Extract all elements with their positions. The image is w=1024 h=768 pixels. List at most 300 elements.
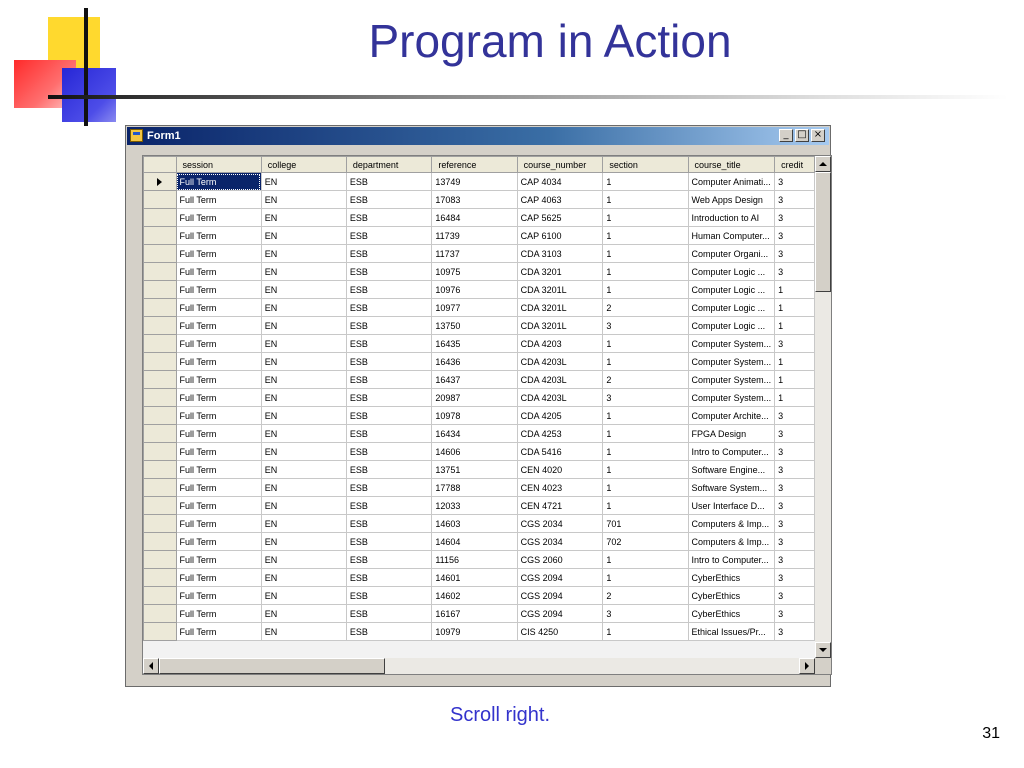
row-header-cell[interactable] (144, 443, 177, 461)
cell-course-number[interactable]: CGS 2094 (517, 587, 603, 605)
cell-course-title[interactable]: Computer Organi... (688, 245, 775, 263)
row-header-cell[interactable] (144, 173, 177, 191)
window-controls (779, 129, 825, 142)
cell-course-title[interactable]: Computer Logic ... (688, 299, 775, 317)
cell-reference[interactable]: 20987 (432, 389, 517, 407)
row-header-cell[interactable] (144, 353, 177, 371)
column-header-college[interactable]: college (261, 157, 346, 173)
decorative-vertical-line (84, 8, 88, 126)
cell-course-number[interactable]: CDA 4203L (517, 353, 603, 371)
cell-course-number[interactable]: CGS 2034 (517, 533, 603, 551)
cell-credit[interactable]: 1 (775, 317, 815, 335)
cell-course-number[interactable]: CAP 6100 (517, 227, 603, 245)
table-row[interactable] (144, 209, 815, 227)
cell-college[interactable]: EN (261, 317, 346, 335)
cell-course-title[interactable]: Computer System... (688, 353, 775, 371)
cell-session[interactable]: Full Term (176, 371, 261, 389)
cell-course-number[interactable]: CEN 4721 (517, 497, 603, 515)
cell-session[interactable]: Full Term (176, 443, 261, 461)
row-header-cell[interactable] (144, 209, 177, 227)
scroll-up-button[interactable] (815, 156, 831, 172)
cell-department[interactable]: ESB (346, 623, 431, 641)
close-button[interactable]: × (811, 129, 825, 142)
cell-college[interactable]: EN (261, 425, 346, 443)
cell-course-title[interactable]: Computers & Imp... (688, 533, 775, 551)
table-row[interactable] (144, 479, 815, 497)
slide-page-number: 31 (982, 725, 1000, 742)
cell-college[interactable]: EN (261, 209, 346, 227)
row-header-cell[interactable] (144, 227, 177, 245)
table-row[interactable] (144, 263, 815, 281)
row-header-cell[interactable] (144, 587, 177, 605)
cell-section[interactable]: 1 (603, 173, 688, 191)
cell-course-number[interactable]: CDA 3201L (517, 281, 603, 299)
cell-reference[interactable]: 10977 (432, 299, 517, 317)
cell-session[interactable]: Full Term (176, 623, 261, 641)
cell-college[interactable]: EN (261, 389, 346, 407)
cell-college[interactable]: EN (261, 569, 346, 587)
cell-section[interactable]: 701 (603, 515, 688, 533)
cell-section[interactable]: 1 (603, 245, 688, 263)
cell-course-title[interactable]: Software Engine... (688, 461, 775, 479)
cell-reference[interactable]: 16434 (432, 425, 517, 443)
cell-course-number[interactable]: CDA 3201 (517, 263, 603, 281)
cell-department[interactable]: ESB (346, 263, 431, 281)
table-row[interactable] (144, 299, 815, 317)
cell-session[interactable]: Full Term (176, 497, 261, 515)
row-pointer-icon (157, 178, 162, 186)
scroll-left-arrow-icon (149, 662, 153, 670)
data-grid[interactable] (142, 155, 832, 675)
row-header-cell[interactable] (144, 389, 177, 407)
cell-college[interactable]: EN (261, 587, 346, 605)
cell-session[interactable]: Full Term (176, 407, 261, 425)
table-row[interactable] (144, 533, 815, 551)
cell-section[interactable]: 1 (603, 281, 688, 299)
row-header-cell[interactable] (144, 479, 177, 497)
row-header-cell[interactable] (144, 317, 177, 335)
cell-section[interactable]: 3 (603, 317, 688, 335)
cell-course-title[interactable]: Intro to Computer... (688, 551, 775, 569)
table-row[interactable] (144, 515, 815, 533)
cell-course-number[interactable]: CDA 4205 (517, 407, 603, 425)
cell-credit[interactable]: 3 (775, 605, 815, 623)
cell-college[interactable]: EN (261, 623, 346, 641)
cell-reference[interactable]: 16437 (432, 371, 517, 389)
table-row[interactable] (144, 443, 815, 461)
cell-section[interactable]: 1 (603, 191, 688, 209)
cell-reference[interactable]: 17083 (432, 191, 517, 209)
cell-section[interactable]: 1 (603, 623, 688, 641)
table-row[interactable] (144, 623, 815, 641)
cell-course-number[interactable]: CDA 3201L (517, 317, 603, 335)
cell-reference[interactable]: 16436 (432, 353, 517, 371)
cell-section[interactable]: 2 (603, 587, 688, 605)
horizontal-scroll-thumb[interactable] (159, 658, 385, 674)
cell-department[interactable]: ESB (346, 461, 431, 479)
cell-course-title[interactable]: Computer Logic ... (688, 263, 775, 281)
cell-department[interactable]: ESB (346, 209, 431, 227)
cell-college[interactable]: EN (261, 245, 346, 263)
cell-course-title[interactable]: CyberEthics (688, 605, 775, 623)
cell-session[interactable]: Full Term (176, 209, 261, 227)
cell-reference[interactable]: 16484 (432, 209, 517, 227)
row-header-cell[interactable] (144, 371, 177, 389)
cell-college[interactable]: EN (261, 533, 346, 551)
cell-session[interactable]: Full Term (176, 281, 261, 299)
row-header-cell[interactable] (144, 407, 177, 425)
cell-course-title[interactable]: Computer Logic ... (688, 317, 775, 335)
row-header-cell[interactable] (144, 623, 177, 641)
cell-course-number[interactable]: CGS 2060 (517, 551, 603, 569)
cell-college[interactable]: EN (261, 227, 346, 245)
cell-session[interactable]: Full Term (176, 227, 261, 245)
cell-credit[interactable]: 3 (775, 461, 815, 479)
cell-course-number[interactable]: CGS 2094 (517, 569, 603, 587)
table-row[interactable] (144, 281, 815, 299)
header-row (144, 157, 815, 173)
cell-session[interactable]: Full Term (176, 389, 261, 407)
cell-credit[interactable]: 1 (775, 353, 815, 371)
row-header-cell[interactable] (144, 299, 177, 317)
horizontal-scrollbar[interactable] (143, 658, 815, 674)
cell-course-title[interactable]: Ethical Issues/Pr... (688, 623, 775, 641)
cell-credit[interactable]: 3 (775, 209, 815, 227)
cell-college[interactable]: EN (261, 299, 346, 317)
cell-department[interactable]: ESB (346, 569, 431, 587)
data-grid-viewport (143, 156, 815, 658)
cell-credit[interactable]: 1 (775, 371, 815, 389)
cell-reference[interactable]: 17788 (432, 479, 517, 497)
decorative-horizontal-line (48, 95, 1008, 99)
cell-section[interactable]: 1 (603, 209, 688, 227)
row-header-cell[interactable] (144, 281, 177, 299)
row-header-cell[interactable] (144, 245, 177, 263)
cell-credit[interactable]: 3 (775, 245, 815, 263)
cell-course-title[interactable]: Computer System... (688, 389, 775, 407)
cell-session[interactable]: Full Term (176, 173, 261, 191)
row-header-cell[interactable] (144, 533, 177, 551)
cell-session[interactable]: Full Term (176, 191, 261, 209)
cell-credit[interactable]: 3 (775, 443, 815, 461)
cell-reference[interactable]: 11739 (432, 227, 517, 245)
cell-credit[interactable]: 3 (775, 497, 815, 515)
maximize-button[interactable]: □ (795, 129, 809, 142)
cell-college[interactable]: EN (261, 371, 346, 389)
cell-course-number[interactable]: CAP 4063 (517, 191, 603, 209)
table-row[interactable] (144, 245, 815, 263)
cell-reference[interactable]: 13751 (432, 461, 517, 479)
cell-department[interactable]: ESB (346, 425, 431, 443)
cell-course-title[interactable]: Introduction to AI (688, 209, 775, 227)
table-row[interactable] (144, 497, 815, 515)
cell-department[interactable]: ESB (346, 479, 431, 497)
cell-college[interactable]: EN (261, 443, 346, 461)
cell-credit[interactable]: 3 (775, 191, 815, 209)
cell-course-number[interactable]: CEN 4023 (517, 479, 603, 497)
cell-course-title[interactable]: CyberEthics (688, 587, 775, 605)
cell-course-number[interactable]: CDA 3201L (517, 299, 603, 317)
row-header-cell[interactable] (144, 425, 177, 443)
cell-credit[interactable]: 3 (775, 479, 815, 497)
cell-department[interactable]: ESB (346, 281, 431, 299)
scroll-right-button[interactable] (799, 658, 815, 674)
cell-credit[interactable]: 3 (775, 569, 815, 587)
cell-credit[interactable]: 3 (775, 587, 815, 605)
cell-department[interactable]: ESB (346, 389, 431, 407)
cell-college[interactable]: EN (261, 479, 346, 497)
cell-reference[interactable]: 16167 (432, 605, 517, 623)
table-row[interactable] (144, 191, 815, 209)
cell-section[interactable]: 1 (603, 497, 688, 515)
cell-course-title[interactable]: Computer System... (688, 371, 775, 389)
cell-section[interactable]: 1 (603, 479, 688, 497)
row-header-cell[interactable] (144, 263, 177, 281)
cell-session[interactable]: Full Term (176, 461, 261, 479)
cell-department[interactable]: ESB (346, 515, 431, 533)
form-app-icon[interactable] (130, 129, 143, 142)
row-header-cell[interactable] (144, 497, 177, 515)
cell-course-number[interactable]: CAP 5625 (517, 209, 603, 227)
cell-department[interactable]: ESB (346, 533, 431, 551)
cell-course-title[interactable]: Computer System... (688, 335, 775, 353)
cell-college[interactable]: EN (261, 551, 346, 569)
row-header-cell[interactable] (144, 605, 177, 623)
table-row[interactable] (144, 425, 815, 443)
cell-session[interactable]: Full Term (176, 533, 261, 551)
cell-college[interactable]: EN (261, 353, 346, 371)
cell-department[interactable]: ESB (346, 299, 431, 317)
cell-credit[interactable]: 3 (775, 533, 815, 551)
cell-department[interactable]: ESB (346, 173, 431, 191)
table-row[interactable] (144, 551, 815, 569)
data-grid-table (143, 156, 815, 641)
scroll-down-button[interactable] (815, 642, 831, 658)
corner-header-cell[interactable] (144, 157, 177, 173)
cell-course-number[interactable]: CEN 4020 (517, 461, 603, 479)
cell-section[interactable]: 3 (603, 389, 688, 407)
cell-department[interactable]: ESB (346, 317, 431, 335)
cell-course-title[interactable]: FPGA Design (688, 425, 775, 443)
table-row[interactable] (144, 335, 815, 353)
cell-session[interactable]: Full Term (176, 425, 261, 443)
column-header-department[interactable]: department (346, 157, 431, 173)
table-row[interactable] (144, 227, 815, 245)
cell-session[interactable]: Full Term (176, 479, 261, 497)
cell-course-title[interactable]: User Interface D... (688, 497, 775, 515)
vertical-scrollbar[interactable] (815, 156, 831, 658)
cell-section[interactable]: 2 (603, 299, 688, 317)
cell-session[interactable]: Full Term (176, 569, 261, 587)
cell-credit[interactable]: 1 (775, 389, 815, 407)
cell-section[interactable]: 1 (603, 443, 688, 461)
minimize-button[interactable]: _ (779, 129, 793, 142)
cell-session[interactable]: Full Term (176, 335, 261, 353)
row-header-cell[interactable] (144, 191, 177, 209)
cell-college[interactable]: EN (261, 281, 346, 299)
cell-department[interactable]: ESB (346, 335, 431, 353)
cell-department[interactable]: ESB (346, 605, 431, 623)
table-row[interactable] (144, 317, 815, 335)
cell-credit[interactable]: 3 (775, 551, 815, 569)
cell-section[interactable]: 3 (603, 605, 688, 623)
cell-course-number[interactable]: CDA 3103 (517, 245, 603, 263)
cell-reference[interactable]: 10979 (432, 623, 517, 641)
cell-credit[interactable]: 3 (775, 515, 815, 533)
cell-course-title[interactable]: Computer Logic ... (688, 281, 775, 299)
row-header-cell[interactable] (144, 569, 177, 587)
column-header-session[interactable]: session (176, 157, 261, 173)
scroll-right-arrow-icon (805, 662, 809, 670)
cell-credit[interactable]: 3 (775, 425, 815, 443)
column-header-credit[interactable]: credit (775, 157, 815, 173)
cell-credit[interactable]: 3 (775, 263, 815, 281)
table-row[interactable] (144, 605, 815, 623)
cell-department[interactable]: ESB (346, 551, 431, 569)
cell-section[interactable]: 1 (603, 227, 688, 245)
cell-credit[interactable]: 1 (775, 299, 815, 317)
form-window (125, 125, 831, 687)
table-row[interactable] (144, 371, 815, 389)
cell-section[interactable]: 1 (603, 353, 688, 371)
cell-reference[interactable]: 10978 (432, 407, 517, 425)
cell-department[interactable]: ESB (346, 407, 431, 425)
cell-reference[interactable]: 14602 (432, 587, 517, 605)
cell-course-number[interactable]: CDA 4203L (517, 389, 603, 407)
cell-course-number[interactable]: CAP 4034 (517, 173, 603, 191)
cell-course-number[interactable]: CDA 4203 (517, 335, 603, 353)
vertical-scroll-thumb[interactable] (815, 172, 831, 292)
cell-reference[interactable]: 14601 (432, 569, 517, 587)
cell-college[interactable]: EN (261, 335, 346, 353)
cell-course-number[interactable]: CGS 2034 (517, 515, 603, 533)
cell-department[interactable]: ESB (346, 443, 431, 461)
cell-section[interactable]: 702 (603, 533, 688, 551)
cell-course-title[interactable]: CyberEthics (688, 569, 775, 587)
table-row[interactable] (144, 569, 815, 587)
cell-reference[interactable]: 14606 (432, 443, 517, 461)
cell-session[interactable]: Full Term (176, 263, 261, 281)
row-header-cell[interactable] (144, 335, 177, 353)
cell-reference[interactable]: 13750 (432, 317, 517, 335)
table-row[interactable] (144, 353, 815, 371)
cell-section[interactable]: 1 (603, 425, 688, 443)
cell-reference[interactable]: 10975 (432, 263, 517, 281)
scroll-down-arrow-icon (819, 648, 827, 652)
cell-credit[interactable]: 3 (775, 407, 815, 425)
cell-college[interactable]: EN (261, 497, 346, 515)
scrollbar-corner (815, 658, 831, 674)
table-row[interactable] (144, 461, 815, 479)
cell-section[interactable]: 1 (603, 461, 688, 479)
cell-college[interactable]: EN (261, 605, 346, 623)
cell-course-title[interactable]: Human Computer... (688, 227, 775, 245)
cell-credit[interactable]: 3 (775, 173, 815, 191)
cell-course-number[interactable]: CDA 4253 (517, 425, 603, 443)
cell-session[interactable]: Full Term (176, 551, 261, 569)
cell-department[interactable]: ESB (346, 191, 431, 209)
cell-course-title[interactable]: Software System... (688, 479, 775, 497)
table-row[interactable] (144, 407, 815, 425)
row-header-cell[interactable] (144, 551, 177, 569)
cell-department[interactable]: ESB (346, 497, 431, 515)
cell-reference[interactable]: 13749 (432, 173, 517, 191)
slide-title: Program in Action (368, 15, 732, 67)
cell-credit[interactable]: 1 (775, 281, 815, 299)
cell-reference[interactable]: 14604 (432, 533, 517, 551)
cell-course-title[interactable]: Computer Animati... (688, 173, 775, 191)
cell-college[interactable]: EN (261, 515, 346, 533)
cell-course-title[interactable]: Intro to Computer... (688, 443, 775, 461)
cell-course-title[interactable]: Web Apps Design (688, 191, 775, 209)
column-header-course-number[interactable]: course_number (517, 157, 603, 173)
cell-section[interactable]: 1 (603, 569, 688, 587)
cell-section[interactable]: 1 (603, 335, 688, 353)
cell-session[interactable]: Full Term (176, 317, 261, 335)
cell-credit[interactable]: 3 (775, 227, 815, 245)
cell-session[interactable]: Full Term (176, 299, 261, 317)
column-header-reference[interactable]: reference (432, 157, 517, 173)
cell-college[interactable]: EN (261, 461, 346, 479)
cell-session[interactable]: Full Term (176, 587, 261, 605)
cell-reference[interactable]: 12033 (432, 497, 517, 515)
cell-course-number[interactable]: CGS 2094 (517, 605, 603, 623)
cell-course-number[interactable]: CDA 4203L (517, 371, 603, 389)
cell-credit[interactable]: 3 (775, 335, 815, 353)
cell-course-number[interactable]: CIS 4250 (517, 623, 603, 641)
cell-department[interactable]: ESB (346, 371, 431, 389)
window-titlebar[interactable] (127, 127, 829, 145)
column-header-section[interactable]: section (603, 157, 688, 173)
cell-reference[interactable]: 11156 (432, 551, 517, 569)
scroll-left-button[interactable] (143, 658, 159, 674)
cell-section[interactable]: 1 (603, 407, 688, 425)
table-row[interactable] (144, 173, 815, 191)
cell-course-number[interactable]: CDA 5416 (517, 443, 603, 461)
data-grid-body (144, 173, 815, 641)
cell-section[interactable]: 2 (603, 371, 688, 389)
row-header-cell[interactable] (144, 461, 177, 479)
cell-college[interactable]: EN (261, 407, 346, 425)
cell-section[interactable]: 1 (603, 551, 688, 569)
row-header-cell[interactable] (144, 515, 177, 533)
cell-course-title[interactable]: Computer Archite... (688, 407, 775, 425)
cell-reference[interactable]: 11737 (432, 245, 517, 263)
cell-reference[interactable]: 14603 (432, 515, 517, 533)
cell-session[interactable]: Full Term (176, 515, 261, 533)
cell-department[interactable]: ESB (346, 227, 431, 245)
cell-department[interactable]: ESB (346, 587, 431, 605)
cell-credit[interactable]: 3 (775, 623, 815, 641)
cell-reference[interactable]: 10976 (432, 281, 517, 299)
cell-department[interactable]: ESB (346, 245, 431, 263)
cell-session[interactable]: Full Term (176, 605, 261, 623)
slide-caption: Scroll right. (449, 704, 551, 726)
cell-college[interactable]: EN (261, 263, 346, 281)
window-title: Form1 (147, 130, 181, 142)
cell-college[interactable]: EN (261, 191, 346, 209)
cell-section[interactable]: 1 (603, 263, 688, 281)
cell-department[interactable]: ESB (346, 353, 431, 371)
cell-session[interactable]: Full Term (176, 245, 261, 263)
column-header-course-title[interactable]: course_title (688, 157, 775, 173)
cell-course-title[interactable]: Computers & Imp... (688, 515, 775, 533)
cell-session[interactable]: Full Term (176, 353, 261, 371)
table-row[interactable] (144, 389, 815, 407)
table-row[interactable] (144, 587, 815, 605)
cell-college[interactable]: EN (261, 173, 346, 191)
cell-reference[interactable]: 16435 (432, 335, 517, 353)
